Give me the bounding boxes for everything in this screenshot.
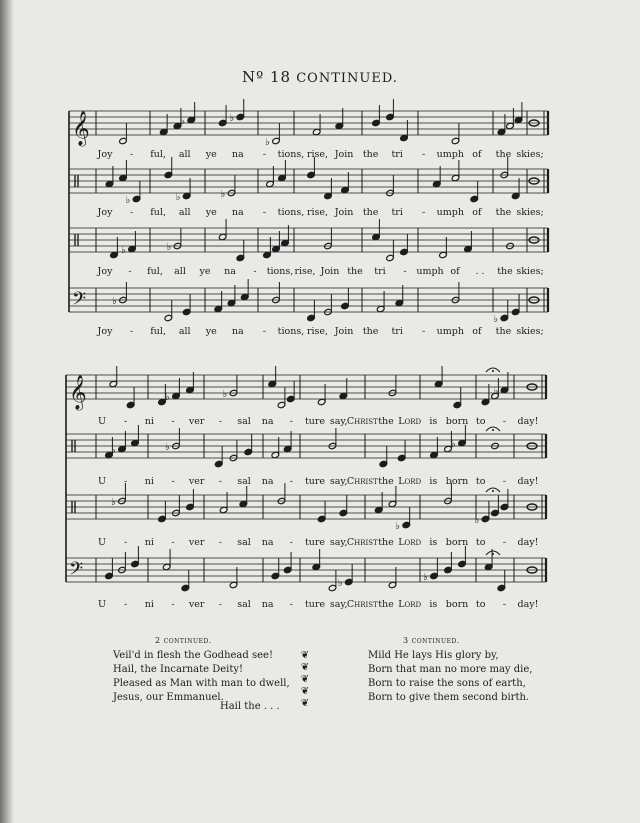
lyric-syllable: sal <box>237 599 251 610</box>
lyric-syllable: ye <box>205 326 217 337</box>
lyric-syllable: sal <box>237 416 251 427</box>
lyric-syllable: to <box>475 476 486 487</box>
lyric-syllable: - <box>262 149 266 160</box>
lyric-syllable: na <box>231 326 244 337</box>
lyric-syllable: is <box>429 416 438 427</box>
verse-2-heading: 2 continued. <box>155 636 212 645</box>
lyric-syllable: ture <box>304 416 326 427</box>
verse-3-heading: 3 continued. <box>403 636 460 645</box>
lyric-syllable: rise, <box>306 326 329 337</box>
flat-sign-icon: ♭ <box>121 245 126 256</box>
lyric-syllable: - <box>124 537 128 548</box>
lyric-syllable: ni <box>144 476 154 487</box>
flat-sign-icon: ♭ <box>493 314 499 325</box>
flat-sign-icon: ♭ <box>166 242 172 253</box>
lyric-syllable: na <box>231 149 244 160</box>
lyric-syllable: - <box>129 326 134 337</box>
lyric-syllable: ful, <box>147 266 163 277</box>
hymn-number: Nº 18 <box>242 68 292 86</box>
lyric-syllable: - <box>289 537 293 548</box>
lyric-syllable: born <box>445 416 469 427</box>
lyric-syllable: skies; <box>516 326 544 337</box>
verse-2-line: Hail, the Incarnate Deity! <box>113 664 244 675</box>
ornament-icon: ❦ <box>300 662 310 673</box>
lyric-syllable: - <box>403 266 407 277</box>
lyric-syllable: - <box>218 416 222 427</box>
lyric-syllable: say, <box>329 476 348 487</box>
lyric-syllable: - <box>262 207 266 218</box>
lyric-syllable: U <box>97 416 107 427</box>
lyric-syllable: - <box>289 599 293 610</box>
lyric-syllable: say, <box>329 599 348 610</box>
lyric-syllable: na <box>231 207 244 218</box>
lyric-syllable: U <box>97 476 107 487</box>
lyric-syllable: Christ <box>346 537 378 548</box>
lyric-syllable: to <box>475 416 486 427</box>
flat-sign-icon: ♭ <box>265 137 270 148</box>
lyric-syllable: - <box>253 266 257 277</box>
lyric-syllable: say, <box>329 416 348 427</box>
lyric-syllable: - <box>124 476 128 487</box>
lyric-syllable: tions, <box>266 266 294 277</box>
lyric-syllable: day! <box>517 599 539 610</box>
flat-sign-icon: ♭ <box>165 392 170 403</box>
lyric-syllable: skies; <box>516 207 544 218</box>
lyric-syllable: tri <box>391 326 403 337</box>
ornament-icon: ❦ <box>300 674 310 685</box>
lyric-syllable: - <box>129 149 134 160</box>
lyric-syllable: ye <box>205 207 217 218</box>
lyric-syllable: na <box>261 416 274 427</box>
verse-3-line: Born to give them second birth. <box>368 692 530 703</box>
lyric-syllable: Joy <box>97 207 113 218</box>
ornament-icon: ❦ <box>300 650 310 661</box>
lyric-syllable: - <box>171 476 175 487</box>
lyric-syllable: - <box>289 416 293 427</box>
lyric-syllable: the <box>362 207 379 218</box>
lyric-syllable: of <box>472 149 482 160</box>
lyric-syllable: skies; <box>516 149 544 160</box>
lyric-syllable: - <box>502 416 506 427</box>
title-continued: CONTINUED. <box>296 71 398 86</box>
lyric-syllable: Lord <box>398 416 422 427</box>
lyric-syllable: Lord <box>398 599 422 610</box>
fermata-dot <box>492 553 494 555</box>
lyric-syllable: born <box>445 476 469 487</box>
lyric-syllable: - <box>422 326 426 337</box>
lyric-syllable: sal <box>237 537 251 548</box>
flat-sign-icon: ♭ <box>451 439 456 450</box>
lyric-syllable: ver <box>188 537 205 548</box>
lyric-syllable: all <box>178 207 191 218</box>
lyric-syllable: - <box>502 537 506 548</box>
lyric-syllable: tri <box>391 207 403 218</box>
lyric-syllable: to <box>475 537 486 548</box>
lyric-syllable: tions, <box>277 149 305 160</box>
lyric-syllable: to <box>475 599 486 610</box>
verse-2-line: Veil'd in flesh the Godhead see! <box>113 650 273 661</box>
lyric-syllable: rise, <box>306 207 329 218</box>
lyric-syllable: - <box>128 266 132 277</box>
verse-3-line: Mild He lays His glory by, <box>368 650 499 661</box>
lyric-syllable: tri <box>391 149 403 160</box>
lyric-syllable: - <box>218 537 222 548</box>
lyric-syllable: of <box>472 207 482 218</box>
lyric-syllable: U <box>97 537 107 548</box>
lyric-syllable: ni <box>144 599 154 610</box>
lyric-syllable: - <box>289 476 293 487</box>
lyric-syllable: the <box>497 266 513 277</box>
lyric-syllable: - <box>171 537 175 548</box>
lyric-syllable: ver <box>188 599 205 610</box>
ornament-icon: ❦ <box>300 698 310 709</box>
flat-sign-icon: ♭ <box>112 296 117 307</box>
lyric-syllable: - <box>129 207 134 218</box>
ornament-icon: ❦ <box>300 686 310 697</box>
lyric-syllable: all <box>178 326 191 337</box>
lyric-syllable: is <box>429 599 438 610</box>
lyric-syllable: all <box>174 266 186 277</box>
lyric-syllable: say, <box>329 537 348 548</box>
lyric-syllable: - <box>218 476 222 487</box>
lyric-syllable: is <box>429 537 438 548</box>
lyric-syllable: ye <box>205 149 217 160</box>
flat-sign-icon: ♭ <box>229 113 235 124</box>
lyric-syllable: ni <box>144 416 154 427</box>
flat-sign-icon: ♭ <box>125 195 131 206</box>
flat-sign-icon: ♭ <box>165 442 170 453</box>
lyric-syllable: day! <box>517 537 539 548</box>
lyric-syllable: . . <box>475 266 485 277</box>
lyric-syllable: U <box>97 599 107 610</box>
flat-sign-icon: ♭ <box>220 189 226 200</box>
lyric-syllable: na <box>261 476 274 487</box>
lyric-syllable: - <box>171 599 175 610</box>
lyric-syllable: Christ <box>346 599 378 610</box>
lyric-syllable: - <box>171 416 175 427</box>
lyric-syllable: umph <box>436 149 464 160</box>
flat-sign-icon: ♭ <box>175 192 181 203</box>
flat-sign-icon: ♭ <box>180 116 185 127</box>
lyric-syllable: all <box>178 149 191 160</box>
lyric-syllable: na <box>224 266 236 277</box>
lyric-syllable: born <box>445 599 469 610</box>
lyric-syllable: - <box>502 476 506 487</box>
lyric-syllable: Lord <box>398 537 422 548</box>
lyric-syllable: is <box>429 476 438 487</box>
lyric-syllable: of <box>472 326 482 337</box>
fermata-dot <box>492 370 494 372</box>
lyric-syllable: day! <box>517 416 539 427</box>
lyric-syllable: the <box>362 149 379 160</box>
verse-2-footer: Hail the . . . <box>220 701 280 712</box>
verse-3-line: Born to raise the sons of earth, <box>368 678 526 689</box>
flat-sign-icon: ♭ <box>222 389 228 400</box>
lyric-syllable: ture <box>304 476 326 487</box>
lyric-syllable: - <box>422 149 426 160</box>
lyric-syllable: Join <box>334 326 354 337</box>
lyric-syllable: ture <box>304 599 326 610</box>
lyric-syllable: the <box>495 207 512 218</box>
lyric-syllable: ful, <box>150 326 166 337</box>
lyric-syllable: the <box>378 416 394 427</box>
lyric-syllable: born <box>445 537 469 548</box>
lyric-syllable: ver <box>188 476 205 487</box>
lyric-syllable: the <box>347 266 363 277</box>
lyric-syllable: Joy <box>97 326 113 337</box>
lyric-syllable: sal <box>237 476 251 487</box>
lyric-syllable: - <box>422 207 426 218</box>
flat-sign-icon: ♭ <box>395 521 400 532</box>
lyric-syllable: - <box>124 416 128 427</box>
lyric-syllable: ver <box>188 416 205 427</box>
lyric-syllable: the <box>495 326 512 337</box>
treble-clef-icon: 𝄞 <box>69 375 87 410</box>
flat-sign-icon: ♭ <box>493 386 499 397</box>
lyric-syllable: Join <box>334 207 354 218</box>
lyric-syllable: na <box>261 599 274 610</box>
flat-sign-icon: ♭ <box>337 578 343 589</box>
fermata-dot <box>492 490 494 492</box>
lyric-syllable: umph <box>416 266 444 277</box>
lyric-syllable: Join <box>334 149 354 160</box>
flat-sign-icon: ♭ <box>474 515 480 526</box>
lyric-syllable: na <box>261 537 274 548</box>
lyric-syllable: - <box>124 599 128 610</box>
lyric-syllable: tions, <box>277 326 305 337</box>
verse-2-line: Jesus, our Emmanuel. <box>113 692 224 703</box>
lyric-syllable: Joy <box>97 149 113 160</box>
lyric-syllable: tri <box>374 266 386 277</box>
lyric-syllable: the <box>362 326 379 337</box>
lyric-syllable: the <box>378 537 394 548</box>
lyric-syllable: rise, <box>306 149 329 160</box>
lyric-syllable: umph <box>436 326 464 337</box>
bass-clef-icon: 𝄢 <box>69 559 84 584</box>
lyric-syllable: tions, <box>277 207 305 218</box>
treble-clef-icon: 𝄞 <box>72 111 90 146</box>
lyric-syllable: the <box>495 149 512 160</box>
lyric-syllable: Lord <box>398 476 422 487</box>
lyric-syllable: ni <box>144 537 154 548</box>
flat-sign-icon: ♭ <box>423 572 428 583</box>
verse-2-line: Pleased as Man with man to dwell, <box>113 678 290 689</box>
lyric-syllable: - <box>502 599 506 610</box>
lyric-syllable: umph <box>436 207 464 218</box>
lyric-syllable: skies; <box>516 266 544 277</box>
lyric-syllable: Christ <box>346 416 378 427</box>
fermata-dot <box>492 429 494 431</box>
lyric-syllable: the <box>378 476 394 487</box>
lyric-syllable: the <box>378 599 394 610</box>
lyric-syllable: rise, <box>294 266 316 277</box>
lyric-syllable: Christ <box>346 476 378 487</box>
lyric-syllable: ful, <box>150 149 166 160</box>
flat-sign-icon: ♭ <box>111 445 116 456</box>
lyric-syllable: Joy <box>97 266 113 277</box>
lyric-syllable: - <box>218 599 222 610</box>
flat-sign-icon: ♭ <box>111 497 116 508</box>
lyric-syllable: - <box>262 326 266 337</box>
lyric-syllable: ture <box>304 537 326 548</box>
lyric-syllable: of <box>450 266 460 277</box>
lyric-syllable: ful, <box>150 207 166 218</box>
bass-clef-icon: 𝄢 <box>72 289 87 314</box>
lyric-syllable: Join <box>320 266 340 277</box>
lyric-syllable: day! <box>517 476 539 487</box>
verse-3-line: Born that man no more may die, <box>368 664 533 675</box>
lyric-syllable: ye <box>199 266 211 277</box>
